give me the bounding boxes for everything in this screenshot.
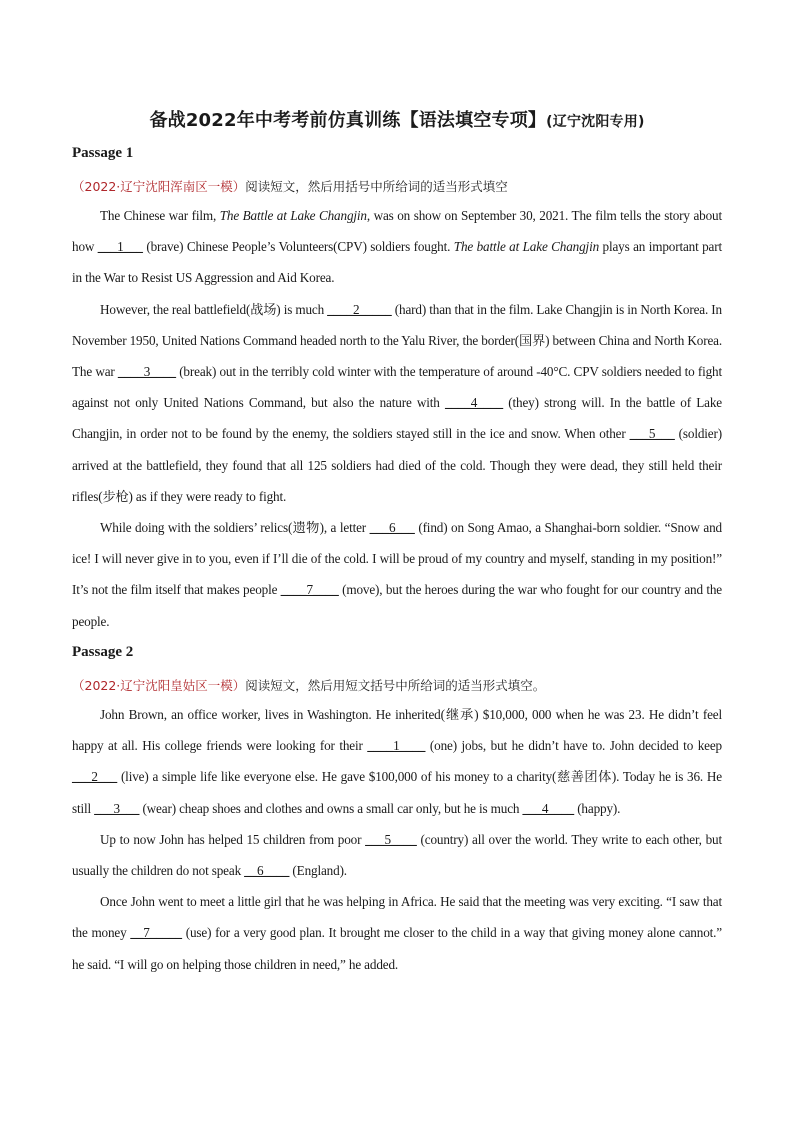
blank-6: ___6___ <box>369 520 415 536</box>
passage1-paragraph-2 <box>72 294 722 512</box>
title-main: 备战2022年中考考前仿真训练【语法填空专项】 <box>149 110 547 131</box>
passage1-source <box>72 177 508 195</box>
passage2-paragraph-3 <box>72 886 722 980</box>
blank-1: ___1___ <box>97 239 143 255</box>
passage2-body <box>72 699 722 980</box>
passage1-instruction: 阅读短文，然后用括号中所给词的适当形式填空 <box>245 179 508 194</box>
blank-4: ___4____ <box>522 800 575 816</box>
text: Once John went to meet a little girl that he was helping in Africa. He said that the meeting was very exciting. “I saw that the money <box>72 894 722 941</box>
passage1-paragraph-1 <box>72 200 722 294</box>
passage2-instruction: 阅读短文，然后用短文括号中所给词的适当形式填空。 <box>245 678 546 693</box>
text: However, the real battlefield(战场) is much <box>100 301 328 317</box>
passage1-body <box>72 200 722 637</box>
text: (they) strong will. In the battle of Lake Changjin, in order not to be found by the enemy, the soldiers stayed still in the ice and snow. When other <box>72 395 722 442</box>
text: (brave) Chinese People’s Volunteers(CPV) soldiers fought. <box>142 239 454 255</box>
text: (live) a simple life like everyone else. He gave $100,000 of his money to a charity(慈善团体). Today he is 36. He still <box>72 769 722 816</box>
text: (find) on Song Amao, a Shanghai-born soldier. “Snow and ice! I will never give in to you, even if I’ll die of the cold. I will be proud of my country and myself, standing in my position!” It’s not the film itself that makes people <box>72 520 722 598</box>
passage1-paragraph-3 <box>72 512 722 637</box>
blank-7: ____7____ <box>280 582 339 598</box>
blank-2: ____2_____ <box>327 301 392 317</box>
text: John Brown, an office worker, lives in Washington. He inherited(继承) $10,000, 000 when he was 23. He didn’t feel happy at all. His college friends were looking for their <box>72 707 722 754</box>
passage2-source <box>72 676 545 694</box>
text: The Chinese war film, <box>100 208 220 223</box>
text: (wear) cheap shoes and clothes and owns a small car only, but he is much <box>139 800 523 816</box>
text: (England). <box>289 863 347 879</box>
text: (happy). <box>574 800 621 816</box>
passage2-paragraph-1 <box>72 699 722 824</box>
passage1-source-tag: （2022·辽宁沈阳浑南区一模） <box>72 179 246 194</box>
blank-4: ____4____ <box>445 395 504 411</box>
film-title: The Battle at Lake Changjin <box>219 208 367 223</box>
blank-6: __6____ <box>244 863 290 879</box>
blank-1: ____1____ <box>367 738 426 754</box>
text: (use) for a very good plan. It brought me closer to the child in a way that giving money alone cannot.” he said. “I will go on helping those children in need,” he added. <box>72 925 722 972</box>
blank-7: __7_____ <box>130 925 182 941</box>
text: Up to now John has helped 15 children from poor <box>100 831 366 847</box>
passage2-source-tag: （2022·辽宁沈阳皇姑区一模） <box>72 678 246 693</box>
blank-2: ___2___ <box>72 769 118 785</box>
text: (soldier) arrived at the battlefield, they found that all 125 soldiers had died of the cold. Though they were dead, they still held their rifles(步枪) as if they were ready to fight. <box>72 426 722 504</box>
passage2-paragraph-2 <box>72 824 722 886</box>
title-sub: (辽宁沈阳专用) <box>546 114 645 130</box>
text: While doing with the soldiers’ relics(遗物), a letter <box>100 520 370 536</box>
text: (one) jobs, but he didn’t have to. John decided to keep <box>425 738 722 754</box>
film-title: The battle at Lake Changjin <box>453 239 600 255</box>
text: (move), but the heroes during the war who fought for our country and the people. <box>72 582 723 629</box>
blank-5: ___5____ <box>365 831 417 847</box>
text: (break) out in the terribly cold winter with the temperature of around -40°C. CPV soldiers needed to fight against not only United Nations Command, but also the nature with <box>72 364 722 411</box>
text: plays an important part in the War to Resist US Aggression and Aid Korea. <box>72 239 723 286</box>
passage1-heading: Passage 1 <box>72 145 134 161</box>
text: (hard) than that in the film. Lake Changjin is in North Korea. In November 1950, United Nations Command headed north to the Yalu River, the border(国界) between China and North Korea. The war <box>72 301 722 380</box>
blank-5: ___5___ <box>629 426 675 442</box>
blank-3: ____3____ <box>117 364 176 380</box>
page-title <box>0 106 794 132</box>
text: (country) all over the world. They write to each other, but usually the children do not speak <box>72 831 723 879</box>
text: , was on show on September 30, 2021. The film tells the story about how <box>72 208 722 255</box>
blank-3: ___3___ <box>94 800 140 816</box>
passage2-heading: Passage 2 <box>72 644 134 660</box>
